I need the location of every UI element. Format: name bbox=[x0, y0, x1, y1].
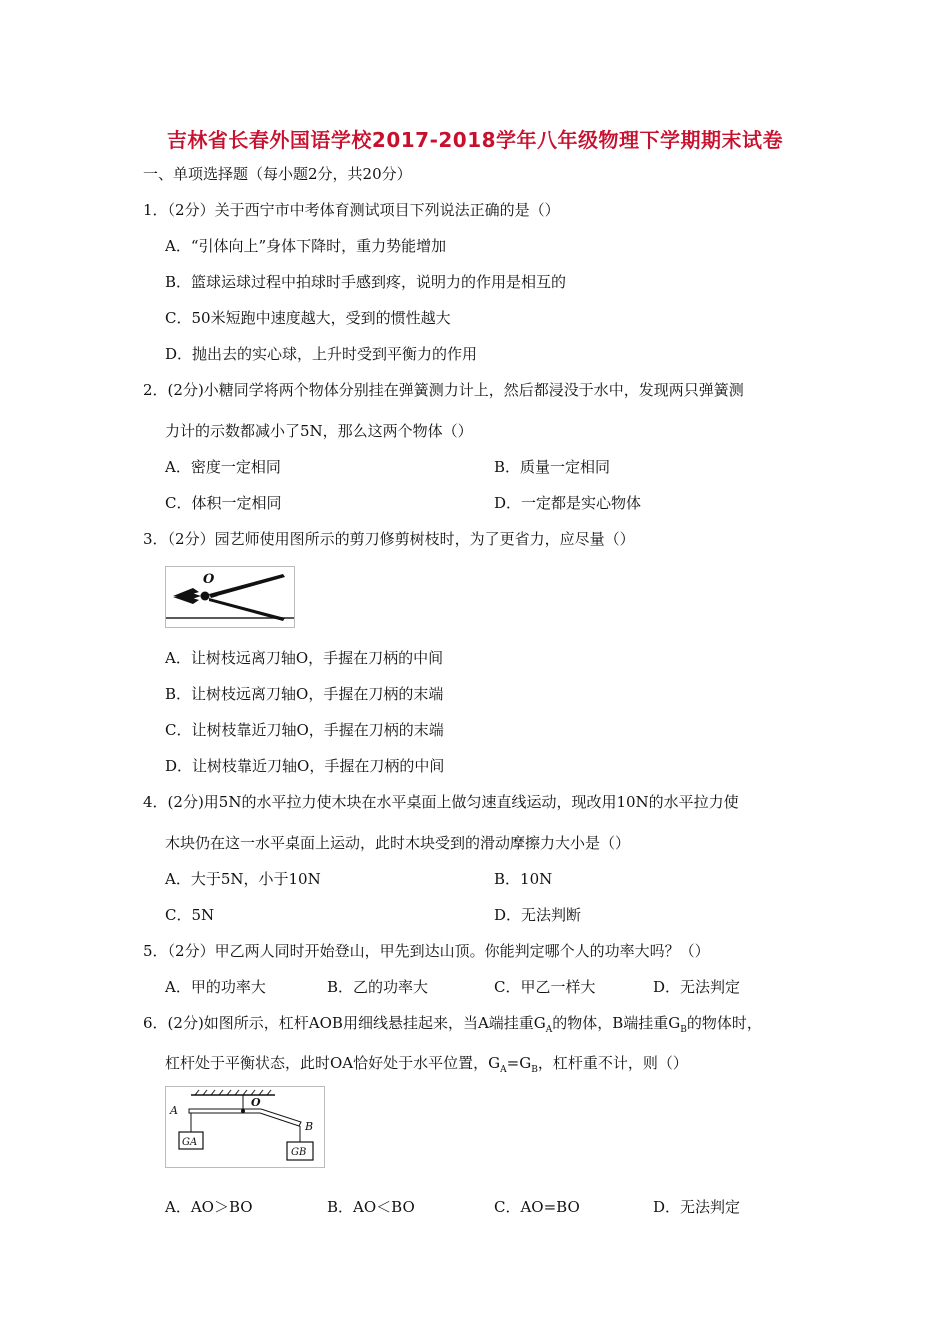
question-4-option-a: A．大于5N，小于10N bbox=[165, 870, 321, 888]
question-4-stem-line1: 4．(2分)用5N的水平拉力使木块在水平桌面上做匀速直线运动，现改用10N的水平拉力使 bbox=[143, 793, 739, 811]
q6-text-5: =G bbox=[506, 1054, 532, 1072]
scissors-icon bbox=[165, 566, 295, 628]
question-3-option-c: C．让树枝靠近刀轴O，手握在刀柄的末端 bbox=[165, 721, 444, 739]
q6-text-4: 杠杆处于平衡状态，此时OA恰好处于水平位置，G bbox=[165, 1054, 501, 1072]
lever-diagram-icon bbox=[165, 1086, 325, 1168]
lever-figure bbox=[165, 1086, 325, 1168]
question-6-option-c: C．AO=BO bbox=[494, 1198, 580, 1216]
scissors-figure bbox=[165, 566, 295, 628]
lever-pivot-o-label: O bbox=[251, 1096, 261, 1109]
question-2-option-d: D．一定都是实心物体 bbox=[494, 494, 642, 512]
q6-sub-2: B bbox=[680, 1025, 687, 1035]
q6-text-1: 6．(2分)如图所示，杠杆AOB用细线悬挂起来，当A端挂重G bbox=[143, 1014, 546, 1032]
lever-point-b-label: B bbox=[305, 1120, 314, 1133]
weight-a-label: GA bbox=[182, 1137, 198, 1148]
question-2-stem-line1: 2．(2分)小糖同学将两个物体分别挂在弹簧测力计上，然后都浸没于水中，发现两只弹簧测 bbox=[143, 381, 744, 399]
question-2-option-c: C．体积一定相同 bbox=[165, 494, 282, 512]
question-1-option-d: D．抛出去的实心球，上升时受到平衡力的作用 bbox=[165, 345, 478, 363]
q6-text-6: ，杠杆重不计，则（） bbox=[537, 1054, 688, 1072]
q6-sub-1: A bbox=[545, 1025, 553, 1035]
q6-text-2: 的物体，B端挂重G bbox=[552, 1014, 681, 1032]
question-1-option-a: A．“引体向上”身体下降时，重力势能增加 bbox=[165, 237, 447, 255]
question-5-option-d: D．无法判定 bbox=[653, 978, 741, 996]
question-3-option-b: B．让树枝远离刀轴O，手握在刀柄的末端 bbox=[165, 685, 444, 703]
q6-text-3: 的物体时， bbox=[686, 1014, 762, 1032]
question-1-stem: 1．（2分）关于西宁市中考体育测试项目下列说法正确的是（） bbox=[143, 201, 560, 219]
question-5-option-b: B．乙的功率大 bbox=[327, 978, 429, 996]
question-6-option-b: B．AO＜BO bbox=[327, 1198, 415, 1216]
question-2-option-a: A．密度一定相同 bbox=[165, 458, 281, 476]
question-5-option-c: C．甲乙一样大 bbox=[494, 978, 596, 996]
question-3-stem: 3．（2分）园艺师使用图所示的剪刀修剪树枝时，为了更省力，应尽量（） bbox=[143, 530, 635, 548]
question-4-option-c: C．5N bbox=[165, 906, 215, 924]
question-2-option-b: B．质量一定相同 bbox=[494, 458, 611, 476]
section-heading: 一、单项选择题（每小题2分，共20分） bbox=[143, 165, 412, 183]
question-6-stem-line1 bbox=[143, 1013, 762, 1040]
question-3-option-d: D．让树枝靠近刀轴O，手握在刀柄的中间 bbox=[165, 757, 445, 775]
question-6-option-a: A．AO＞BO bbox=[165, 1198, 253, 1216]
question-1-option-c: C．50米短跑中速度越大，受到的惯性越大 bbox=[165, 309, 451, 327]
scissors-pivot-label: O bbox=[203, 572, 215, 587]
question-1-option-b: B．篮球运球过程中拍球时手感到疼，说明力的作用是相互的 bbox=[165, 273, 567, 291]
question-3-option-a: A．让树枝远离刀轴O，手握在刀柄的中间 bbox=[165, 649, 444, 667]
lever-point-a-label: A bbox=[170, 1104, 178, 1117]
question-4-option-b: B．10N bbox=[494, 870, 553, 888]
page-title: 吉林省长春外国语学校2017-2018学年八年级物理下学期期末试卷 bbox=[166, 128, 784, 152]
question-4-stem-line2: 木块仍在这一水平桌面上运动，此时木块受到的滑动摩擦力大小是（） bbox=[165, 834, 631, 852]
question-6-option-d: D．无法判定 bbox=[653, 1198, 741, 1216]
q6-sub-4: B bbox=[531, 1065, 538, 1075]
question-2-stem-line2: 力计的示数都减小了5N，那么这两个物体（） bbox=[165, 422, 473, 440]
question-6-stem-line2 bbox=[165, 1053, 688, 1080]
question-4-option-d: D．无法判断 bbox=[494, 906, 582, 924]
weight-b-label: GB bbox=[291, 1147, 307, 1158]
question-5-option-a: A．甲的功率大 bbox=[165, 978, 266, 996]
q6-sub-3: A bbox=[500, 1065, 507, 1075]
question-5-stem: 5．（2分）甲乙两人同时开始登山，甲先到达山顶。你能判定哪个人的功率大吗？（） bbox=[143, 942, 710, 960]
